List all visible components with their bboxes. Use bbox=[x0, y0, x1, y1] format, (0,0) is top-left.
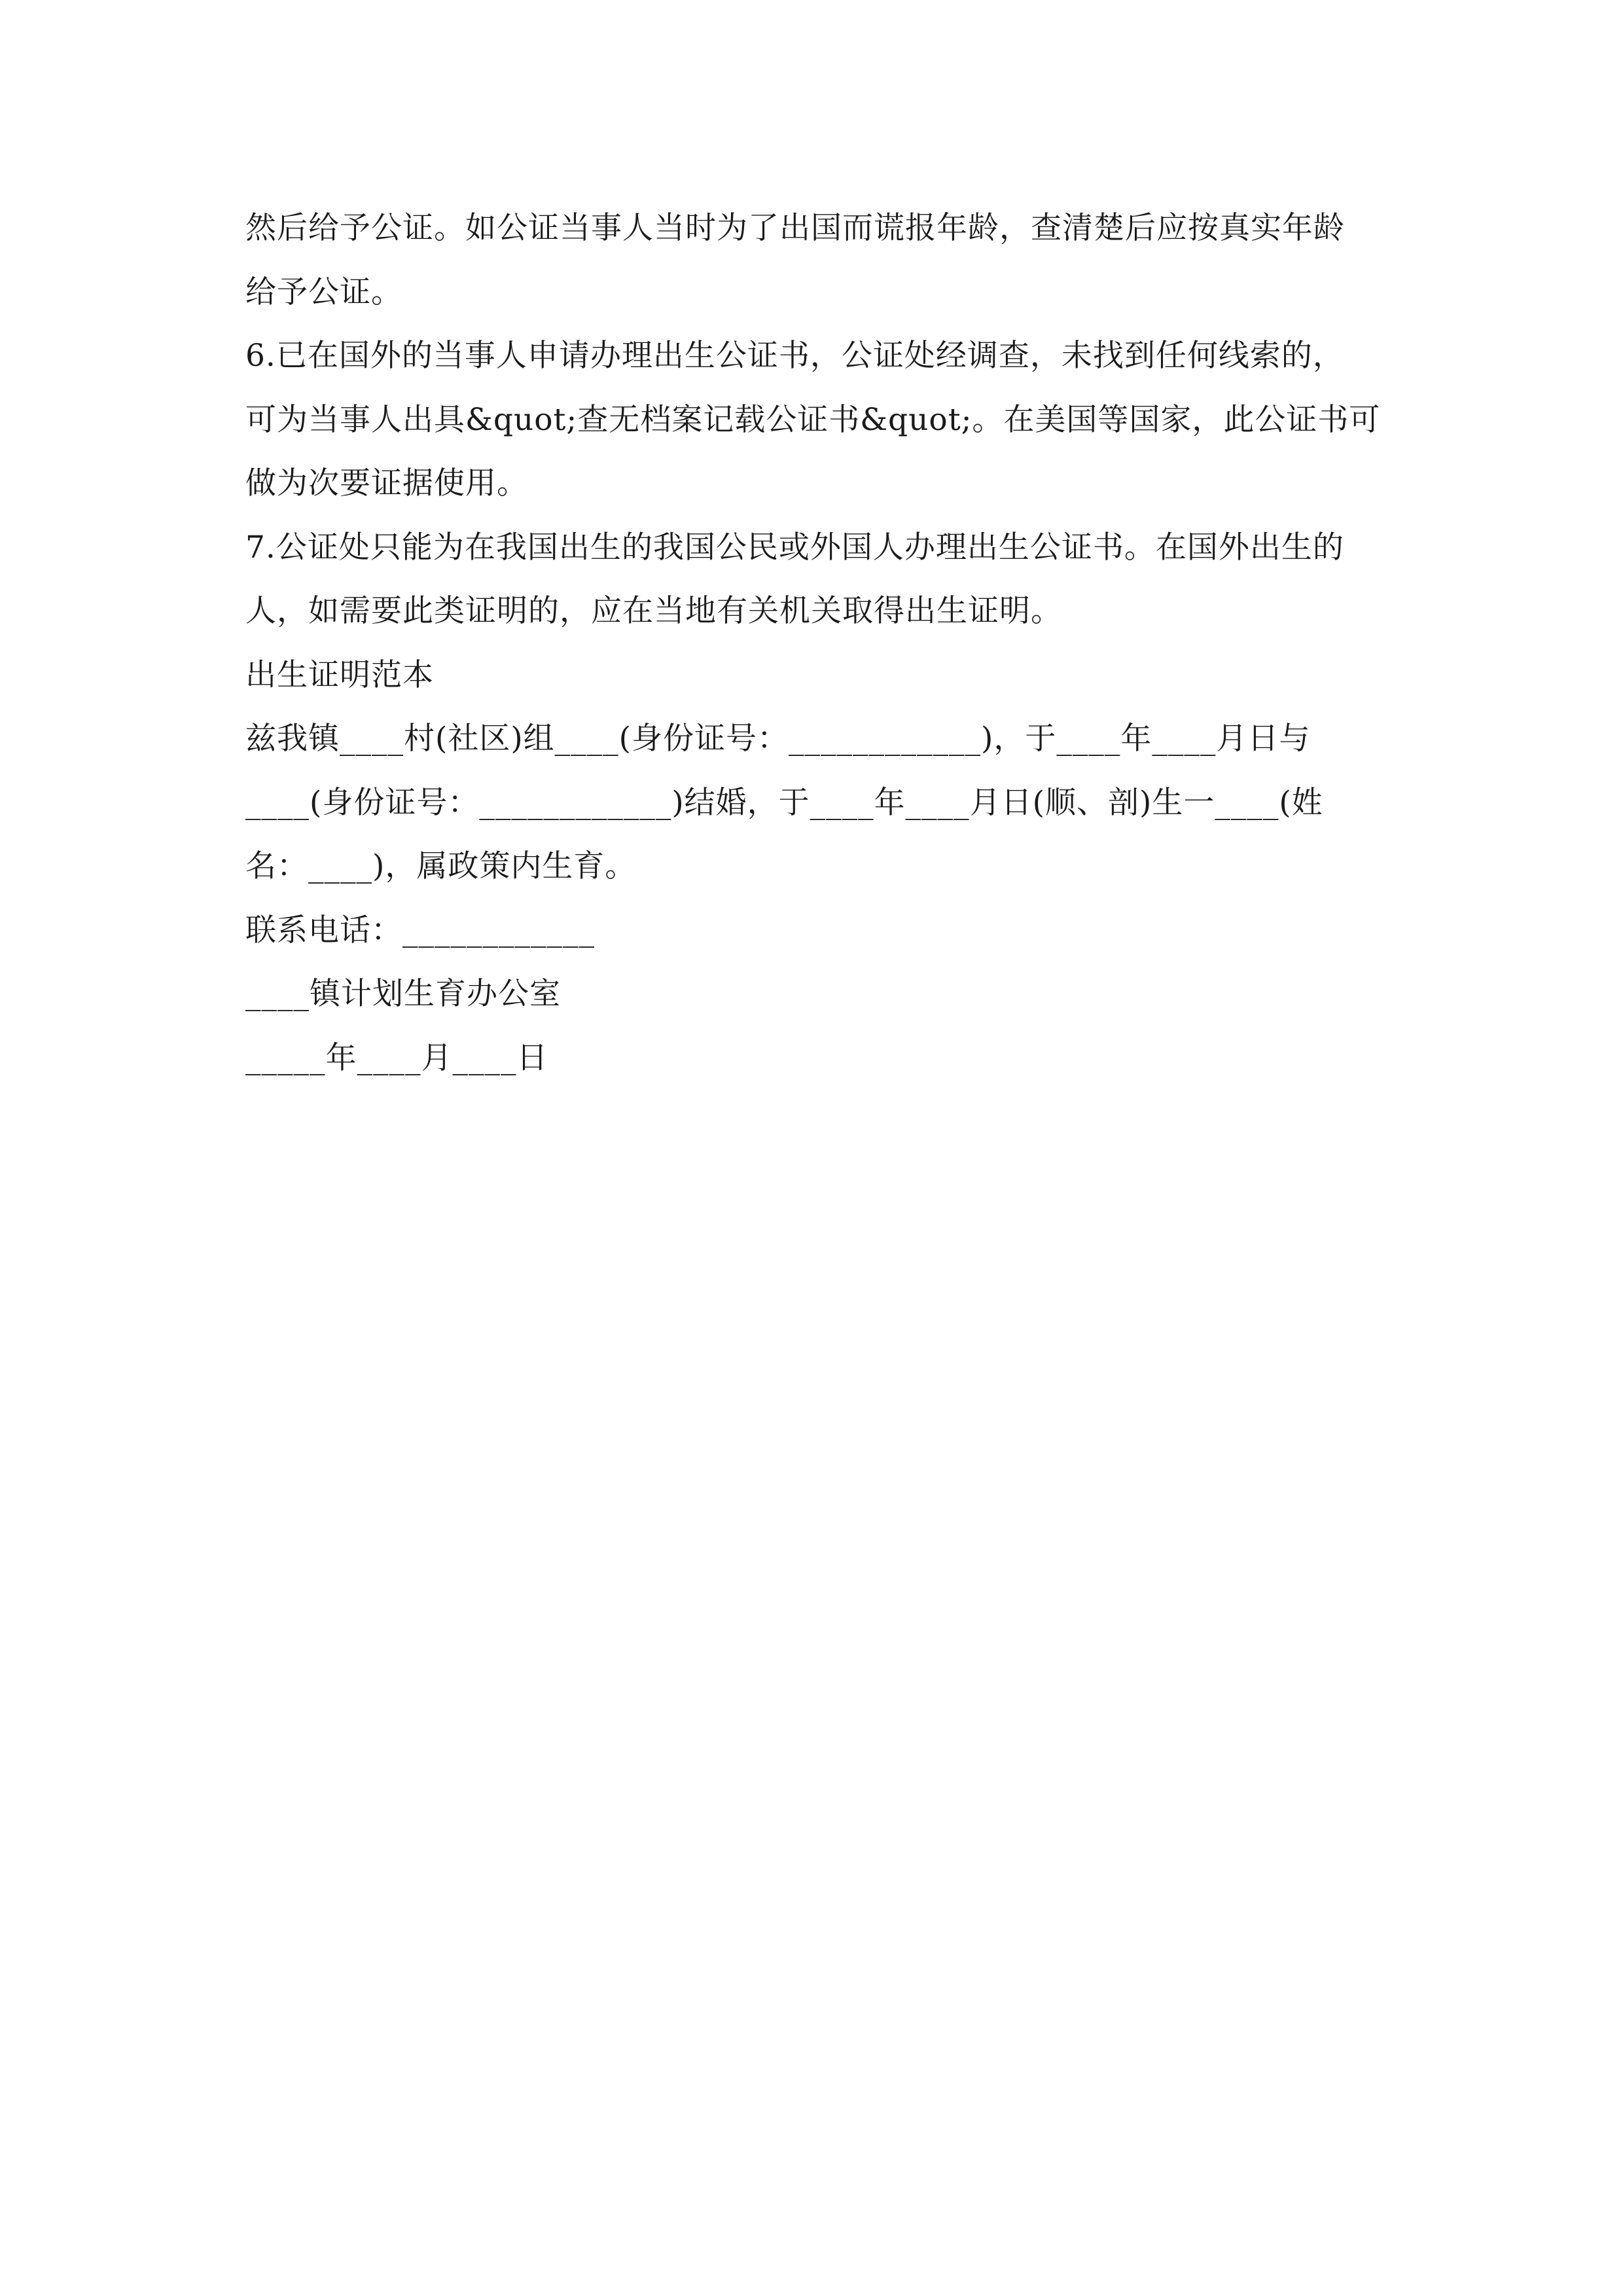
paragraph-line: 然后给予公证。如公证当事人当时为了出国而谎报年龄，查清楚后应按真实年龄 bbox=[245, 210, 1345, 246]
paragraph-line: 做为次要证据使用。 bbox=[245, 465, 528, 501]
paragraph-line: 6.已在国外的当事人申请办理出生公证书，公证处经调查，未找到任何线索的， bbox=[245, 338, 1344, 374]
office-signature-line: ____镇计划生育办公室 bbox=[245, 976, 561, 1012]
paragraph-line: 人，如需要此类证明的，应在当地有关机关取得出生证明。 bbox=[245, 593, 1062, 629]
date-line: _____年____月____日 bbox=[245, 1039, 548, 1076]
template-line: ____(身份证号：____________)结婚，于____年____月日(顺、剖)生一____(姓 bbox=[245, 784, 1323, 821]
paragraph-line: 给予公证。 bbox=[245, 274, 402, 310]
template-line: 名：____)，属政策内生育。 bbox=[245, 848, 637, 884]
template-line: 兹我镇____村(社区)组____(身份证号：____________)，于____年____月日与 bbox=[245, 721, 1311, 757]
section-heading: 出生证明范本 bbox=[245, 656, 434, 693]
document-body bbox=[245, 196, 1381, 1090]
contact-phone-line: 联系电话：____________ bbox=[245, 912, 595, 948]
paragraph-line: 7.公证处只能为在我国出生的我国公民或外国人办理出生公证书。在国外出生的 bbox=[245, 529, 1344, 565]
paragraph-line: 可为当事人出具&quot;查无档案记载公证书&quot;。在美国等国家，此公证书可 bbox=[245, 401, 1381, 438]
